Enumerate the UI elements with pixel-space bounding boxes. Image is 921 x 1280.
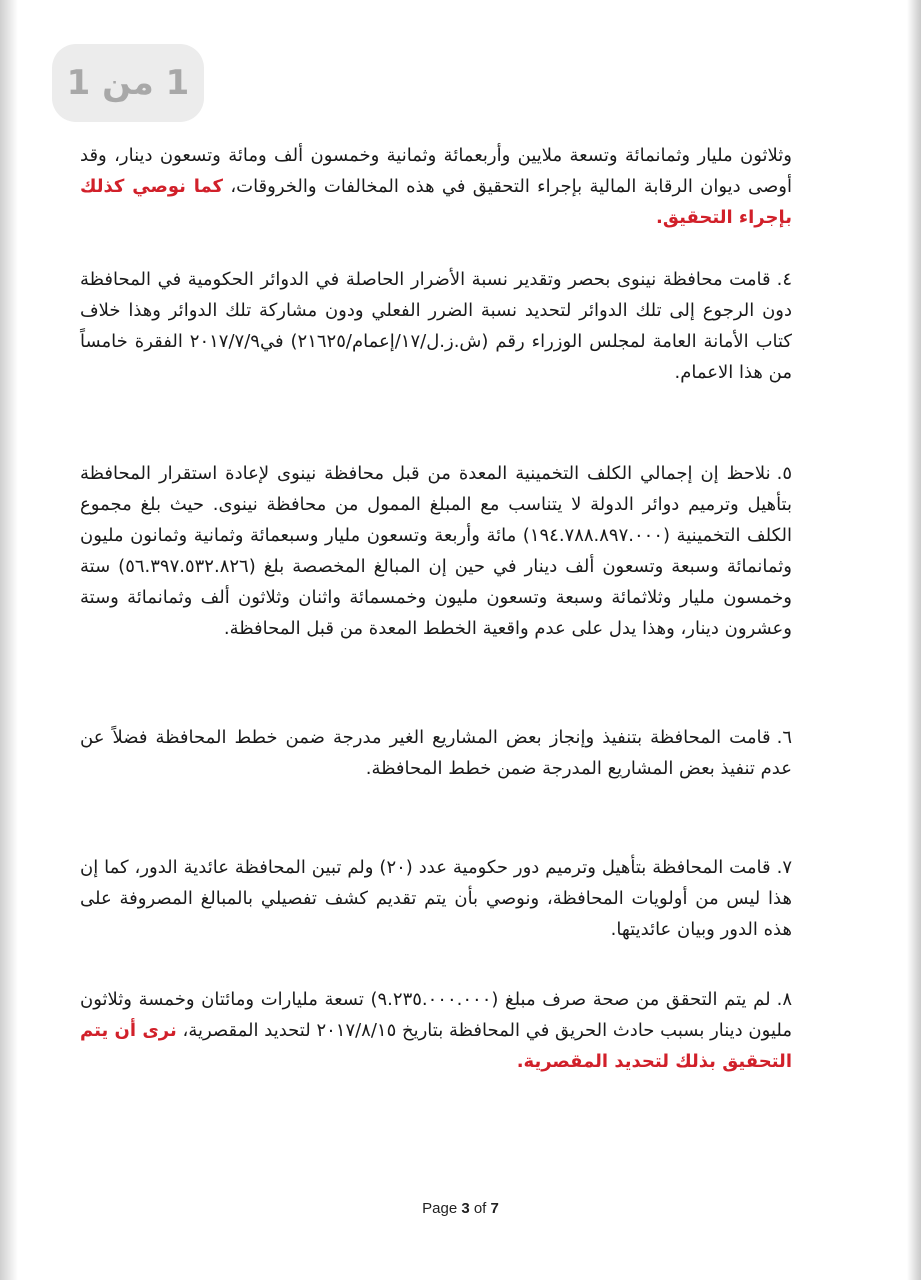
- item-number: ٥.: [776, 463, 792, 484]
- paragraph-item-8: [80, 984, 792, 1077]
- paragraph-item-6: [80, 722, 792, 784]
- footer-total-pages: 7: [490, 1200, 499, 1217]
- item-number: ٤.: [776, 269, 792, 290]
- item-number: ٨.: [776, 989, 793, 1010]
- paragraph-item-4: [80, 264, 792, 388]
- footer-of: of: [469, 1200, 491, 1217]
- page-counter-badge: 1 من 1: [52, 44, 204, 122]
- paragraph-text: قامت المحافظة بتنفيذ وإنجاز بعض المشاريع الغير مدرجة ضمن خطط المحافظة فضلاً عن عدم تنفيذ بعض المشاريع المدرجة ضمن خطط المحافظة.: [80, 727, 792, 779]
- paragraph-text: قامت محافظة نينوى بحصر وتقدير نسبة الأضرار الحاصلة في الدوائر الحكومية في المحافظة دون الرجوع إلى تلك الدوائر لتحديد نسبة الضرر الفعلي ودون مشاركة تلك الدوائر وهذا خلاف كتاب الأمانة العامة لمجلس الوزراء رقم (ش.ز.ل/١٧/إعمام/٢١٦٢٥) في٢٠١٧/٧/٩ الفقرة خامساً من هذا الاعمام.: [80, 269, 792, 383]
- paragraph-continuation: [80, 140, 792, 233]
- paragraph-text: وثلاثون مليار وثمانمائة وتسعة ملايين وأربعمائة وثمانية وخمسون ألف ومائة وتسعون دينار، وقد أوصى ديوان الرقابة المالية بإجراء التحقيق في هذه المخالفات والخروقات،: [80, 145, 792, 197]
- paragraph-text: قامت المحافظة بتأهيل وترميم دور حكومية عدد (٢٠) ولم تبين المحافظة عائدية الدور، كما إن هذا ليس من أولويات المحافظة، ونوصي بأن يتم تقديم كشف تفصيلي بالمبالغ المصروفة على هذه الدور وبيان عائديتها.: [80, 857, 792, 940]
- item-number: ٦.: [776, 727, 792, 748]
- footer-current-page: 3: [461, 1200, 470, 1217]
- paragraph-item-5: [80, 458, 792, 644]
- paragraph-emphasis: كما نوصي كذلك بإجراء التحقيق.: [80, 176, 792, 228]
- page-edge-left: [0, 0, 18, 1280]
- paragraph-item-7: [80, 852, 792, 945]
- paragraph-text: نلاحظ إن إجمالي الكلف التخمينية المعدة من قبل محافظة نينوى لإعادة استقرار المحافظة بتأهيل وترميم دوائر الدولة لا يتناسب مع المبلغ الممول من محافظة نينوى. حيث بلغ مجموع الكلف التخمينية (١٩٤.٧٨٨.٨٩٧.٠٠٠) مائة وأربعة وتسعون مليار وسبعمائة وثمانية وثمانون مليون وثمانمائة وسبعة وتسعون ألف دينار في حين إن المبالغ المخصصة بلغ (٥٦.٣٩٧.٥٣٢.٨٢٦) ستة وخمسون مليار وثلاثمائة وسبعة وتسعون مليون وخمسمائة واثنان وثلاثون ألف وثمانمائة وستة وعشرون دينار، وهذا يدل على عدم واقعية الخطط المعدة من قبل المحافظة.: [80, 463, 793, 639]
- item-number: ٧.: [776, 857, 792, 878]
- page-edge-right: [907, 0, 921, 1280]
- footer-prefix: Page: [422, 1200, 462, 1217]
- page-footer: [0, 1200, 921, 1217]
- paragraph-text: لم يتم التحقق من صحة صرف مبلغ (٩.٢٣٥.٠٠٠.٠٠٠) تسعة مليارات ومائتان وخمسة وثلاثون مليون دينار بسبب حادث الحريق في المحافظة بتاريخ ٢٠١٧/٨/١٥ لتحديد المقصرية،: [80, 989, 792, 1041]
- paragraph-emphasis: نرى أن يتم التحقيق بذلك لتحديد المقصرية.: [80, 1020, 792, 1072]
